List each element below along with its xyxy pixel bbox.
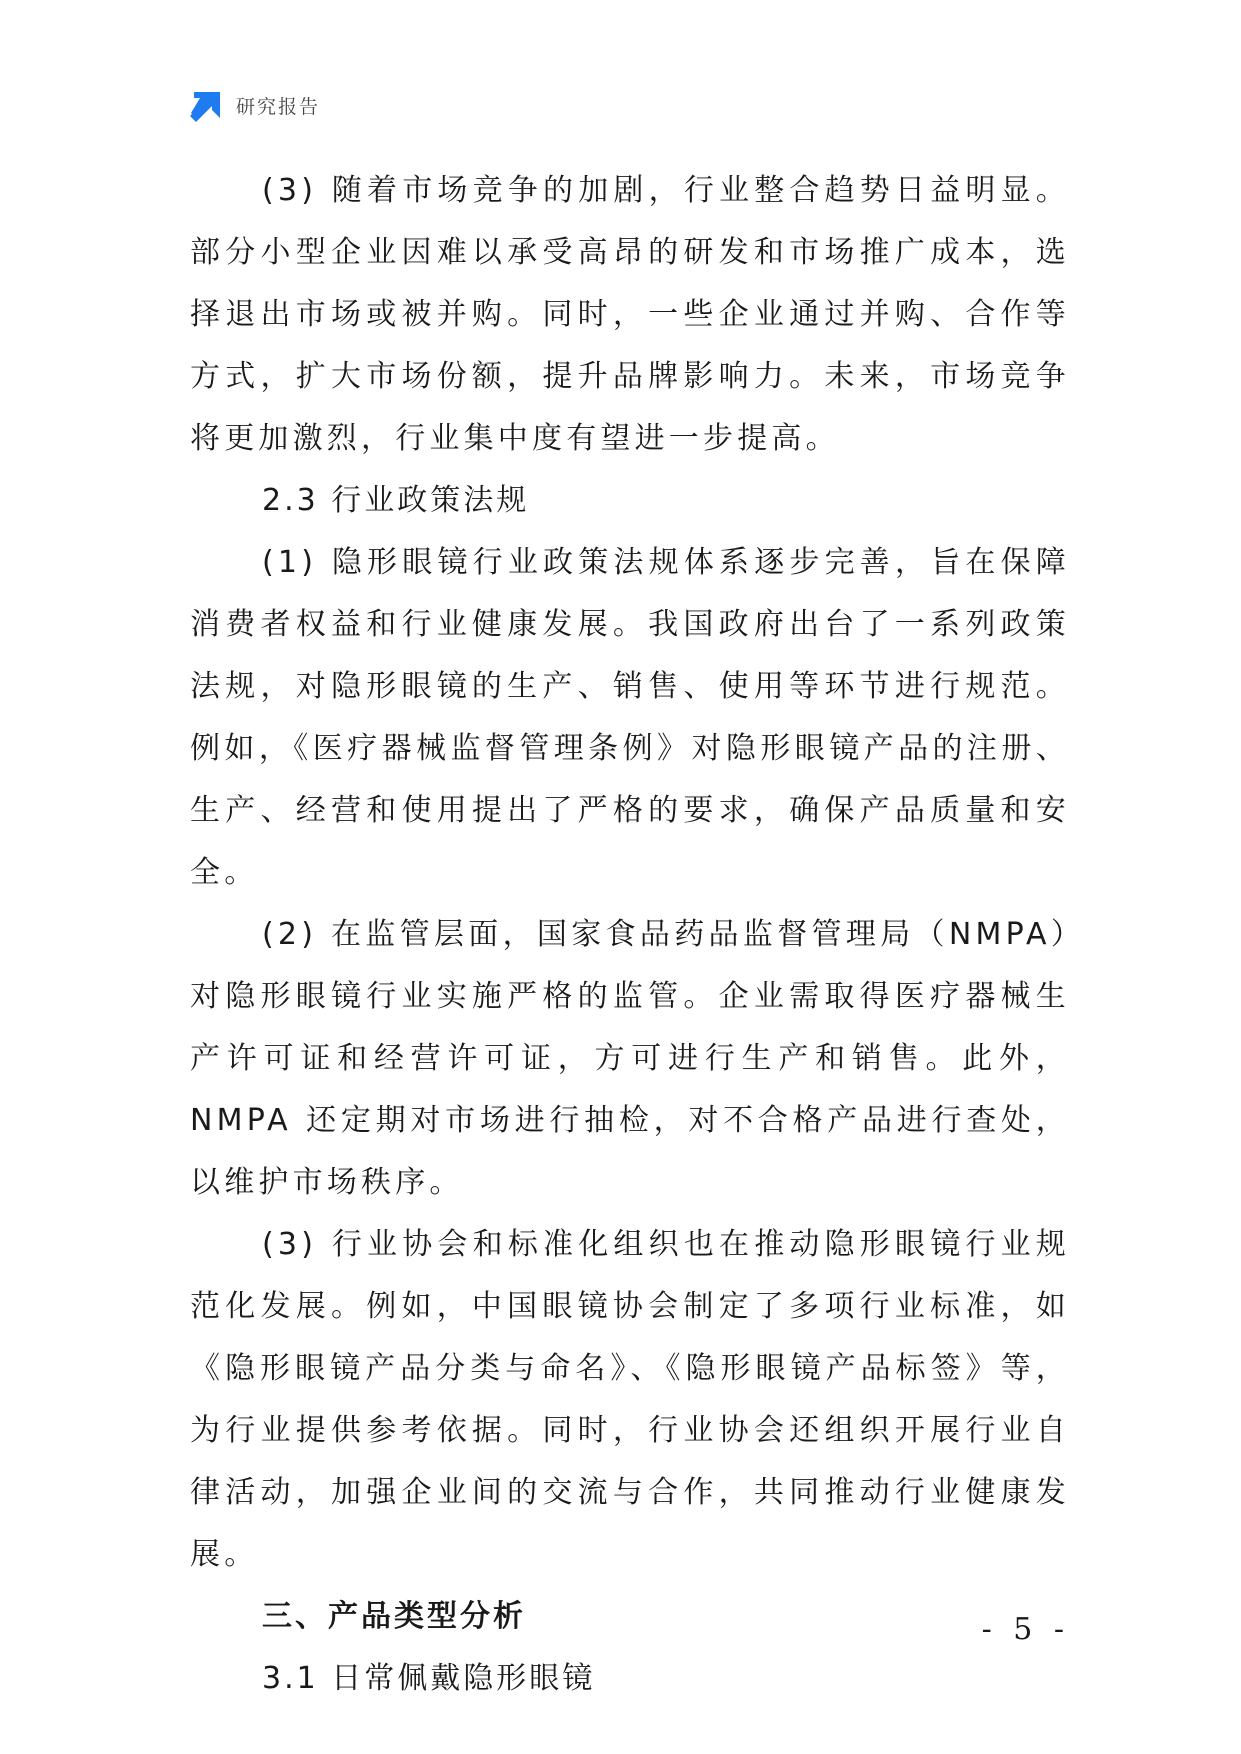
page-number: - 5 - xyxy=(981,1612,1070,1647)
section-heading-2-3: 2.3 行业政策法规 xyxy=(262,483,530,518)
chapter-heading-3: 三、产品类型分析 xyxy=(262,1599,526,1634)
arrow-up-right-icon xyxy=(190,88,224,122)
header-title: 研究报告 xyxy=(236,95,321,118)
paragraph-policy-framework: (1) 隐形眼镜行业政策法规体系逐步完善，旨在保障消费者权益和行业健康发展。我国政府出台了一系列政策法规，对隐形眼镜的生产、销售、使用等环节进行规范。例如，《医疗器械监督管理条例》对隐形眼镜产品的注册、生产、经营和使用提出了严格的要求，确保产品质量和安全。 xyxy=(190,545,1070,890)
paragraph-regulation: (2) 在监管层面，国家食品药品监督管理局（NMPA）对隐形眼镜行业实施严格的监管。企业需取得医疗器械生产许可证和经营许可证，方可进行生产和销售。此外，NMPA 还定期对市场进行抽检，对不合格产品进行查处，以维护市场秩序。 xyxy=(190,917,1070,1200)
paragraph-market-consolidation: (3) 随着市场竞争的加剧，行业整合趋势日益明显。部分小型企业因难以承受高昂的研发和市场推广成本，选择退出市场或被并购。同时，一些企业通过并购、合作等方式，扩大市场份额，提升品牌影响力。未来，市场竞争将更加激烈，行业集中度有望进一步提高。 xyxy=(190,173,1070,456)
paragraph-industry-association: (3) 行业协会和标准化组织也在推动隐形眼镜行业规范化发展。例如，中国眼镜协会制定了多项行业标准，如《隐形眼镜产品分类与命名》、《隐形眼镜产品标签》等，为行业提供参考依据。同时，行业协会还组织开展行业自律活动，加强企业间的交流与合作，共同推动行业健康发展。 xyxy=(190,1227,1070,1572)
document-body xyxy=(190,160,1070,1710)
page-header xyxy=(190,88,320,122)
section-heading-3-1: 3.1 日常佩戴隐形眼镜 xyxy=(262,1661,596,1696)
